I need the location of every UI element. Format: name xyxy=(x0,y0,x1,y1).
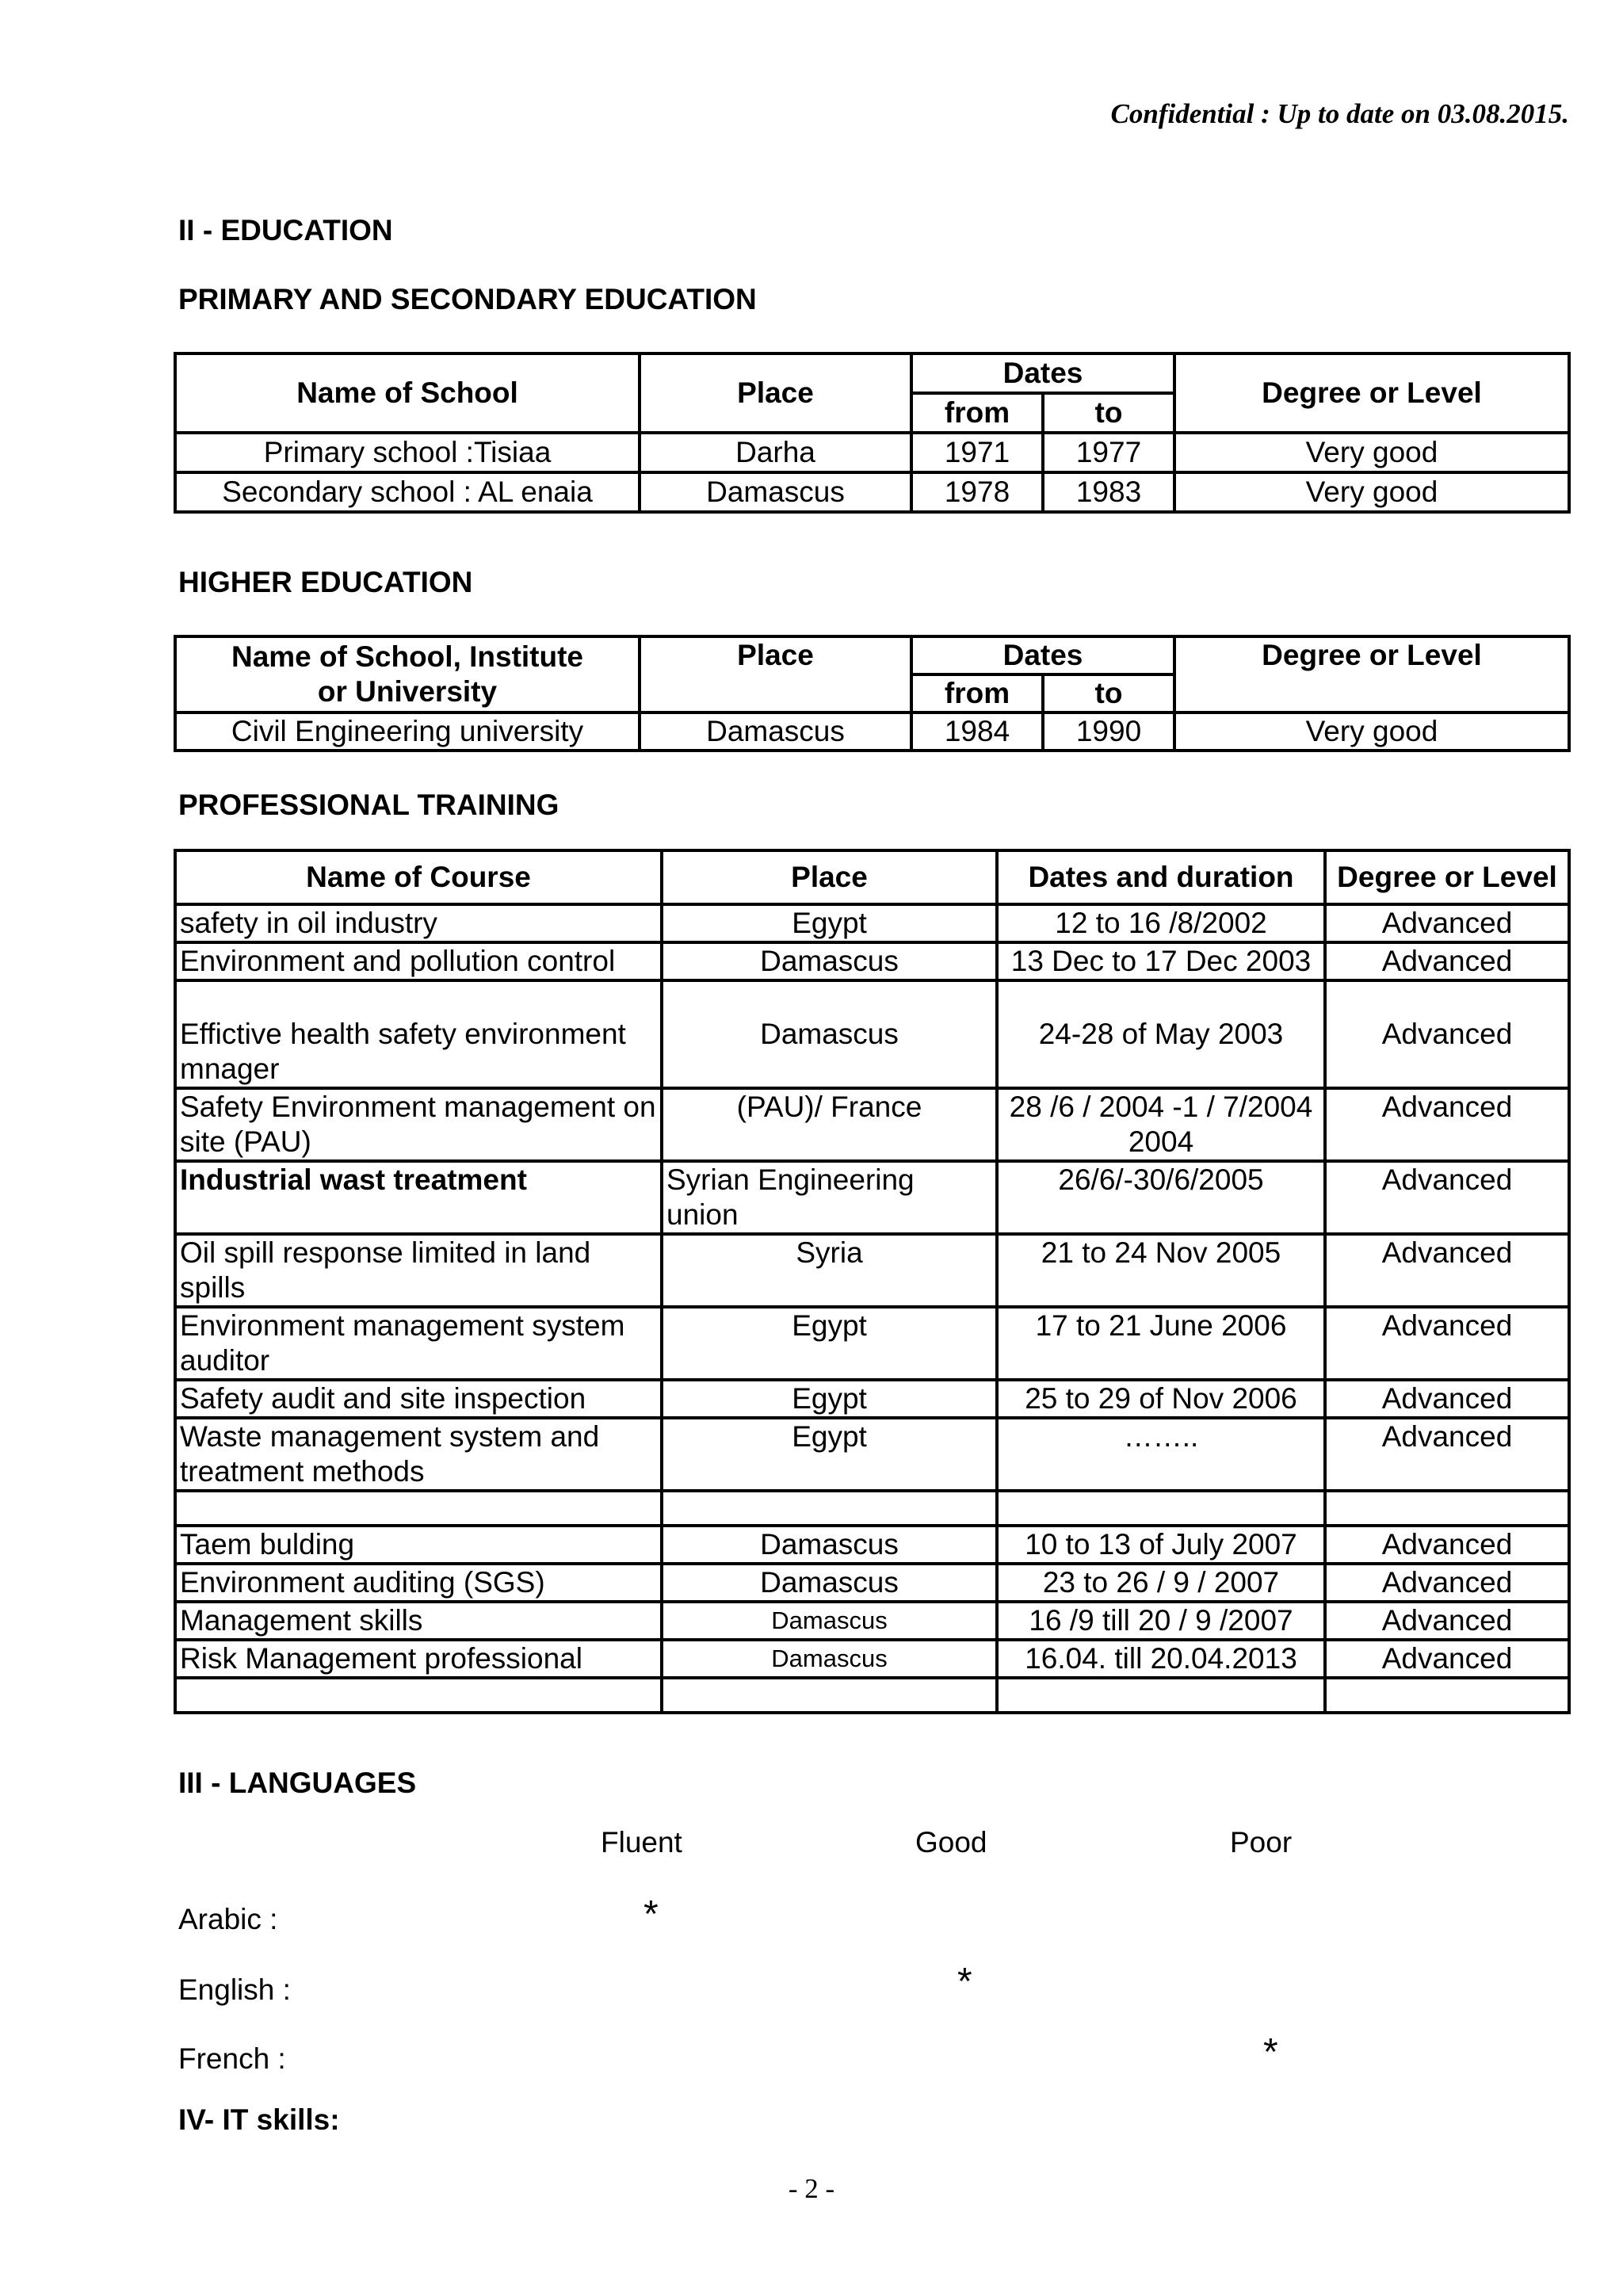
course-degree: Advanced xyxy=(1325,1418,1569,1491)
course-name: safety in oil industry xyxy=(175,904,662,942)
professional-training-table xyxy=(174,849,1571,1714)
higher-education-title: HIGHER EDUCATION xyxy=(178,566,473,598)
course-name: Taem bulding xyxy=(175,1526,662,1564)
table-row xyxy=(175,1161,1569,1234)
header-to: to xyxy=(1043,393,1174,433)
language-arabic: Arabic : xyxy=(178,1903,278,1935)
header-to: to xyxy=(1043,674,1174,712)
course-degree: Advanced xyxy=(1325,1161,1569,1234)
languages-title: III - LANGUAGES xyxy=(178,1767,417,1799)
page-number: - 2 - xyxy=(788,2173,835,2204)
table-row xyxy=(175,1564,1569,1602)
header-place: Place xyxy=(640,636,911,712)
course-dates: 24-28 of May 2003 xyxy=(997,980,1325,1088)
course-degree: Advanced xyxy=(1325,1307,1569,1380)
header-name-line1: Name of School, Institute xyxy=(231,640,584,673)
course-place: (PAU)/ France xyxy=(662,1088,997,1161)
degree: Very good xyxy=(1174,712,1569,751)
course-dates: 25 to 29 of Nov 2006 xyxy=(997,1380,1325,1418)
header-from: from xyxy=(911,674,1043,712)
course-degree: Advanced xyxy=(1325,904,1569,942)
course-degree: Advanced xyxy=(1325,980,1569,1088)
table-row xyxy=(175,980,1569,1088)
header-dates-duration: Dates and duration xyxy=(997,850,1325,904)
header-degree: Degree or Level xyxy=(1174,636,1569,712)
degree: Very good xyxy=(1174,472,1569,512)
header-dates: Dates xyxy=(911,636,1174,674)
course-dates: 13 Dec to 17 Dec 2003 xyxy=(997,942,1325,980)
course-name: Safety Environment management on site (PAU) xyxy=(175,1088,662,1161)
date-from: 1984 xyxy=(911,712,1043,751)
header-place: Place xyxy=(640,353,911,433)
date-from: 1978 xyxy=(911,472,1043,512)
confidential-note: Confidential : Up to date on 03.08.2015. xyxy=(1110,98,1569,129)
course-name: Safety audit and site inspection xyxy=(175,1380,662,1418)
date-to: 1977 xyxy=(1043,433,1174,472)
language-english: English : xyxy=(178,1973,291,2006)
course-place: Damascus xyxy=(662,980,997,1088)
school-place: Darha xyxy=(640,433,911,472)
table-row xyxy=(175,904,1569,942)
header-place: Place xyxy=(662,850,997,904)
course-dates: 17 to 21 June 2006 xyxy=(997,1307,1325,1380)
header-dates: Dates xyxy=(911,353,1174,393)
course-name: Oil spill response limited in land spills xyxy=(175,1234,662,1307)
education-title: II - EDUCATION xyxy=(178,214,393,246)
table-row xyxy=(175,1602,1569,1640)
course-place: Egypt xyxy=(662,904,997,942)
course-name: Environment auditing (SGS) xyxy=(175,1564,662,1602)
course-dates: 28 /6 / 2004 -1 / 7/2004 2004 xyxy=(997,1088,1325,1161)
school-name: Primary school :Tisiaa xyxy=(175,433,640,472)
date-to: 1990 xyxy=(1043,712,1174,751)
institute-name: Civil Engineering university xyxy=(175,712,640,751)
degree: Very good xyxy=(1174,433,1569,472)
table-row xyxy=(175,1418,1569,1491)
course-name: Environment and pollution control xyxy=(175,942,662,980)
course-dates: 12 to 16 /8/2002 xyxy=(997,904,1325,942)
course-dates: 21 to 24 Nov 2005 xyxy=(997,1234,1325,1307)
table-row xyxy=(175,712,1569,751)
primary-secondary-title: PRIMARY AND SECONDARY EDUCATION xyxy=(178,283,757,315)
course-dates: 10 to 13 of July 2007 xyxy=(997,1526,1325,1564)
course-name xyxy=(175,1678,662,1713)
course-dates xyxy=(997,1491,1325,1526)
table-row xyxy=(175,433,1569,472)
table-row-empty xyxy=(175,1491,1569,1526)
table-row xyxy=(175,942,1569,980)
professional-training-title: PROFESSIONAL TRAINING xyxy=(178,789,559,821)
level-fluent: Fluent xyxy=(601,1826,682,1859)
course-degree: Advanced xyxy=(1325,1640,1569,1678)
date-from: 1971 xyxy=(911,433,1043,472)
table-row xyxy=(175,1640,1569,1678)
primary-education-table xyxy=(174,352,1571,514)
course-place xyxy=(662,1491,997,1526)
course-name: Risk Management professional xyxy=(175,1640,662,1678)
level-poor: Poor xyxy=(1230,1826,1293,1859)
course-place: Damascus xyxy=(662,1640,997,1678)
table-row xyxy=(175,1380,1569,1418)
course-place: Syria xyxy=(662,1234,997,1307)
table-row xyxy=(175,1088,1569,1161)
course-dates: 16 /9 till 20 / 9 /2007 xyxy=(997,1602,1325,1640)
course-name: Management skills xyxy=(175,1602,662,1640)
course-degree: Advanced xyxy=(1325,1380,1569,1418)
course-dates xyxy=(997,1678,1325,1713)
course-place: Egypt xyxy=(662,1380,997,1418)
course-degree xyxy=(1325,1491,1569,1526)
course-dates: 23 to 26 / 9 / 2007 xyxy=(997,1564,1325,1602)
table-row-empty xyxy=(175,1678,1569,1713)
school-place: Damascus xyxy=(640,472,911,512)
header-name-of-school: Name of School xyxy=(175,353,640,433)
course-name: Environment management system auditor xyxy=(175,1307,662,1380)
language-french: French : xyxy=(178,2042,286,2075)
course-degree: Advanced xyxy=(1325,1564,1569,1602)
course-degree: Advanced xyxy=(1325,942,1569,980)
institute-place: Damascus xyxy=(640,712,911,751)
course-degree xyxy=(1325,1678,1569,1713)
french-poor-mark: * xyxy=(1263,2031,1278,2073)
course-name: Waste management system and treatment methods xyxy=(175,1418,662,1491)
header-degree: Degree or Level xyxy=(1174,353,1569,433)
header-degree: Degree or Level xyxy=(1325,850,1569,904)
date-to: 1983 xyxy=(1043,472,1174,512)
header-name-line2: or University xyxy=(317,675,498,708)
course-place: Damascus xyxy=(662,942,997,980)
course-dates: 26/6/-30/6/2005 xyxy=(997,1161,1325,1234)
table-row xyxy=(175,1234,1569,1307)
course-place: Damascus xyxy=(662,1564,997,1602)
table-row xyxy=(175,1526,1569,1564)
course-dates: …….. xyxy=(997,1418,1325,1491)
it-skills-title: IV- IT skills: xyxy=(178,2103,340,2136)
table-row xyxy=(175,472,1569,512)
course-place xyxy=(662,1678,997,1713)
course-degree: Advanced xyxy=(1325,1088,1569,1161)
header-name-of-course: Name of Course xyxy=(175,850,662,904)
course-place: Syrian Engineering union xyxy=(662,1161,997,1234)
arabic-fluent-mark: * xyxy=(643,1893,659,1935)
school-name: Secondary school : AL enaia xyxy=(175,472,640,512)
higher-education-table xyxy=(174,635,1571,752)
level-good: Good xyxy=(915,1826,987,1859)
course-name: Industrial wast treatment xyxy=(175,1161,662,1234)
table-row xyxy=(175,1307,1569,1380)
course-place: Damascus xyxy=(662,1526,997,1564)
course-name xyxy=(175,1491,662,1526)
course-degree: Advanced xyxy=(1325,1526,1569,1564)
course-degree: Advanced xyxy=(1325,1602,1569,1640)
english-good-mark: * xyxy=(957,1961,972,2003)
course-name: Effictive health safety environment mnager xyxy=(175,980,662,1088)
course-dates: 16.04. till 20.04.2013 xyxy=(997,1640,1325,1678)
course-place: Egypt xyxy=(662,1307,997,1380)
header-name-of-institute xyxy=(175,636,640,712)
header-from: from xyxy=(911,393,1043,433)
course-degree: Advanced xyxy=(1325,1234,1569,1307)
course-place: Egypt xyxy=(662,1418,997,1491)
course-place: Damascus xyxy=(662,1602,997,1640)
